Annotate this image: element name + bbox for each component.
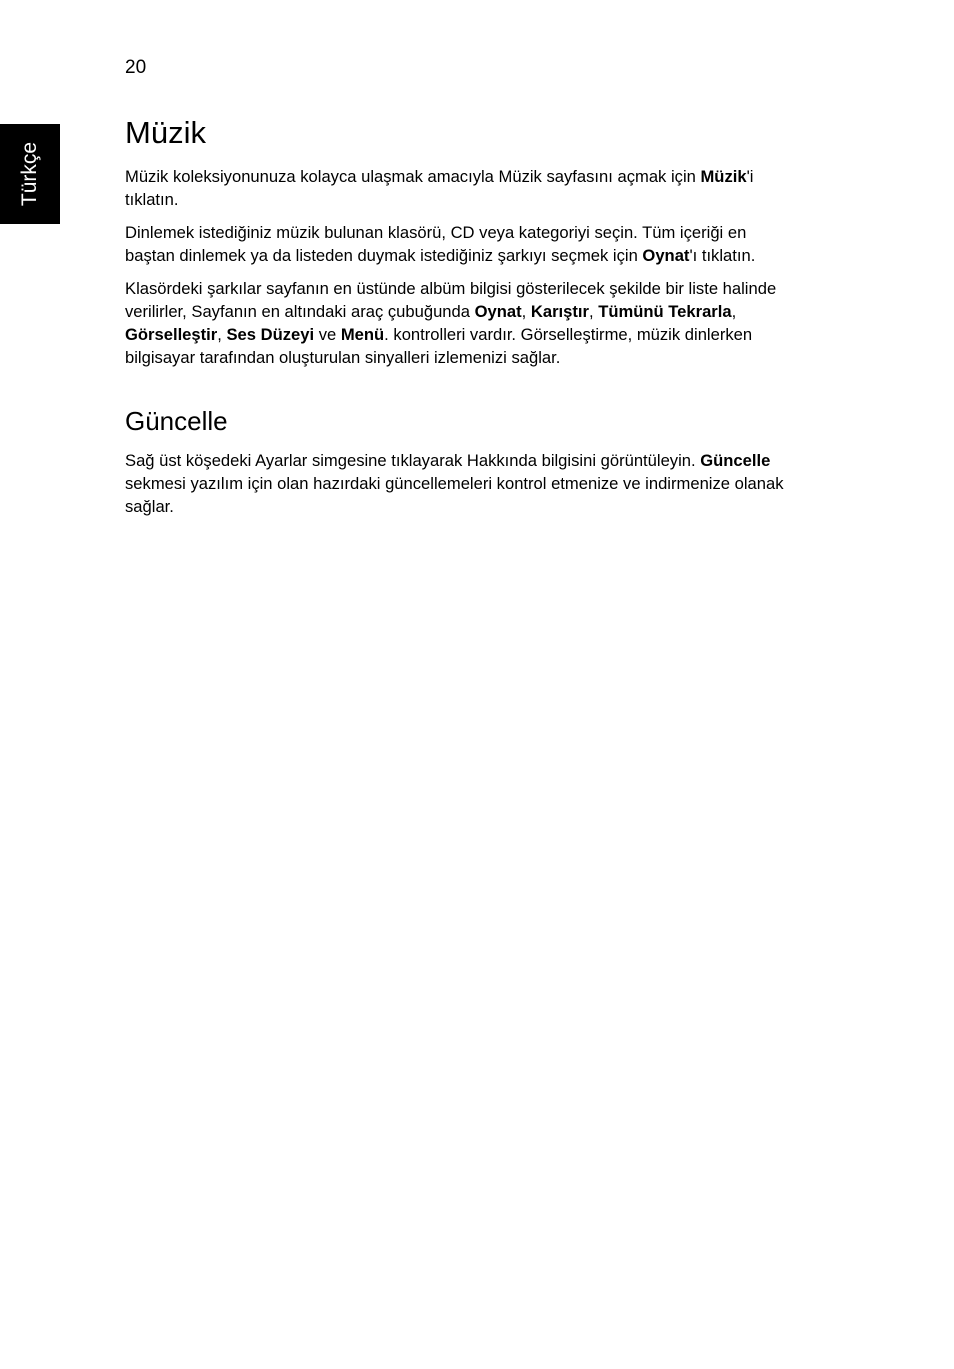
text-run: Dinlemek istediğiniz müzik bulunan klasörü, CD veya kategoriyi seçin. Tüm içeriği en baştan dinlemek ya da listeden duymak istediğiniz şarkıyı seçmek için [125, 223, 747, 265]
text-run: Klasördeki şarkılar sayfanın en üstünde albüm bilgisi gösterilecek şekilde bir liste halinde verilirler, Sayfanın en altındaki araç çubuğunda [125, 279, 777, 321]
paragraph-muzik-1 [125, 165, 797, 211]
text-run: , [731, 302, 737, 321]
text-run: ve [314, 325, 341, 344]
text-run: , [217, 325, 227, 344]
text-run: Sağ üst köşedeki Ayarlar simgesine tıklayarak Hakkında bilgisini görüntüleyin. [125, 451, 701, 470]
language-side-tab-label: Türkçe [18, 141, 41, 207]
bold-term: Güncelle [700, 451, 771, 470]
bold-term: Ses Düzeyi [226, 325, 315, 344]
text-run: , [521, 302, 531, 321]
paragraph-muzik-3 [125, 277, 797, 369]
paragraph-muzik-2 [125, 221, 797, 267]
text-run: sekmesi yazılım için olan hazırdaki güncellemeleri kontrol etmenize ve indirmenize olanak sağlar. [125, 474, 784, 516]
bold-term: Tümünü Tekrarla [598, 302, 732, 321]
page-number: 20 [125, 57, 147, 78]
paragraph-guncelle-1 [125, 449, 797, 518]
bold-term: Görselleştir [125, 325, 218, 344]
bold-term: Müzik [700, 167, 747, 186]
page-content [125, 112, 797, 528]
bold-term: Karıştır [530, 302, 589, 321]
text-run: , [588, 302, 599, 321]
text-run: 'ı tıklatın. [689, 246, 756, 265]
text-run: 'i tıklatın. [125, 167, 754, 209]
bold-term: Oynat [642, 246, 690, 265]
language-side-tab [0, 124, 60, 224]
bold-term: Menü [340, 325, 385, 344]
section-title-guncelle: Güncelle [125, 406, 228, 436]
text-run: Müzik koleksiyonunuza kolayca ulaşmak amacıyla Müzik sayfasını açmak için [125, 167, 701, 186]
bold-term: Oynat [474, 302, 522, 321]
text-run: . kontrolleri vardır. Görselleştirme, müzik dinlerken bilgisayar tarafından oluşturulan sinyalleri izlemenizi sağlar. [125, 325, 753, 367]
section-title-muzik: Müzik [125, 115, 206, 150]
